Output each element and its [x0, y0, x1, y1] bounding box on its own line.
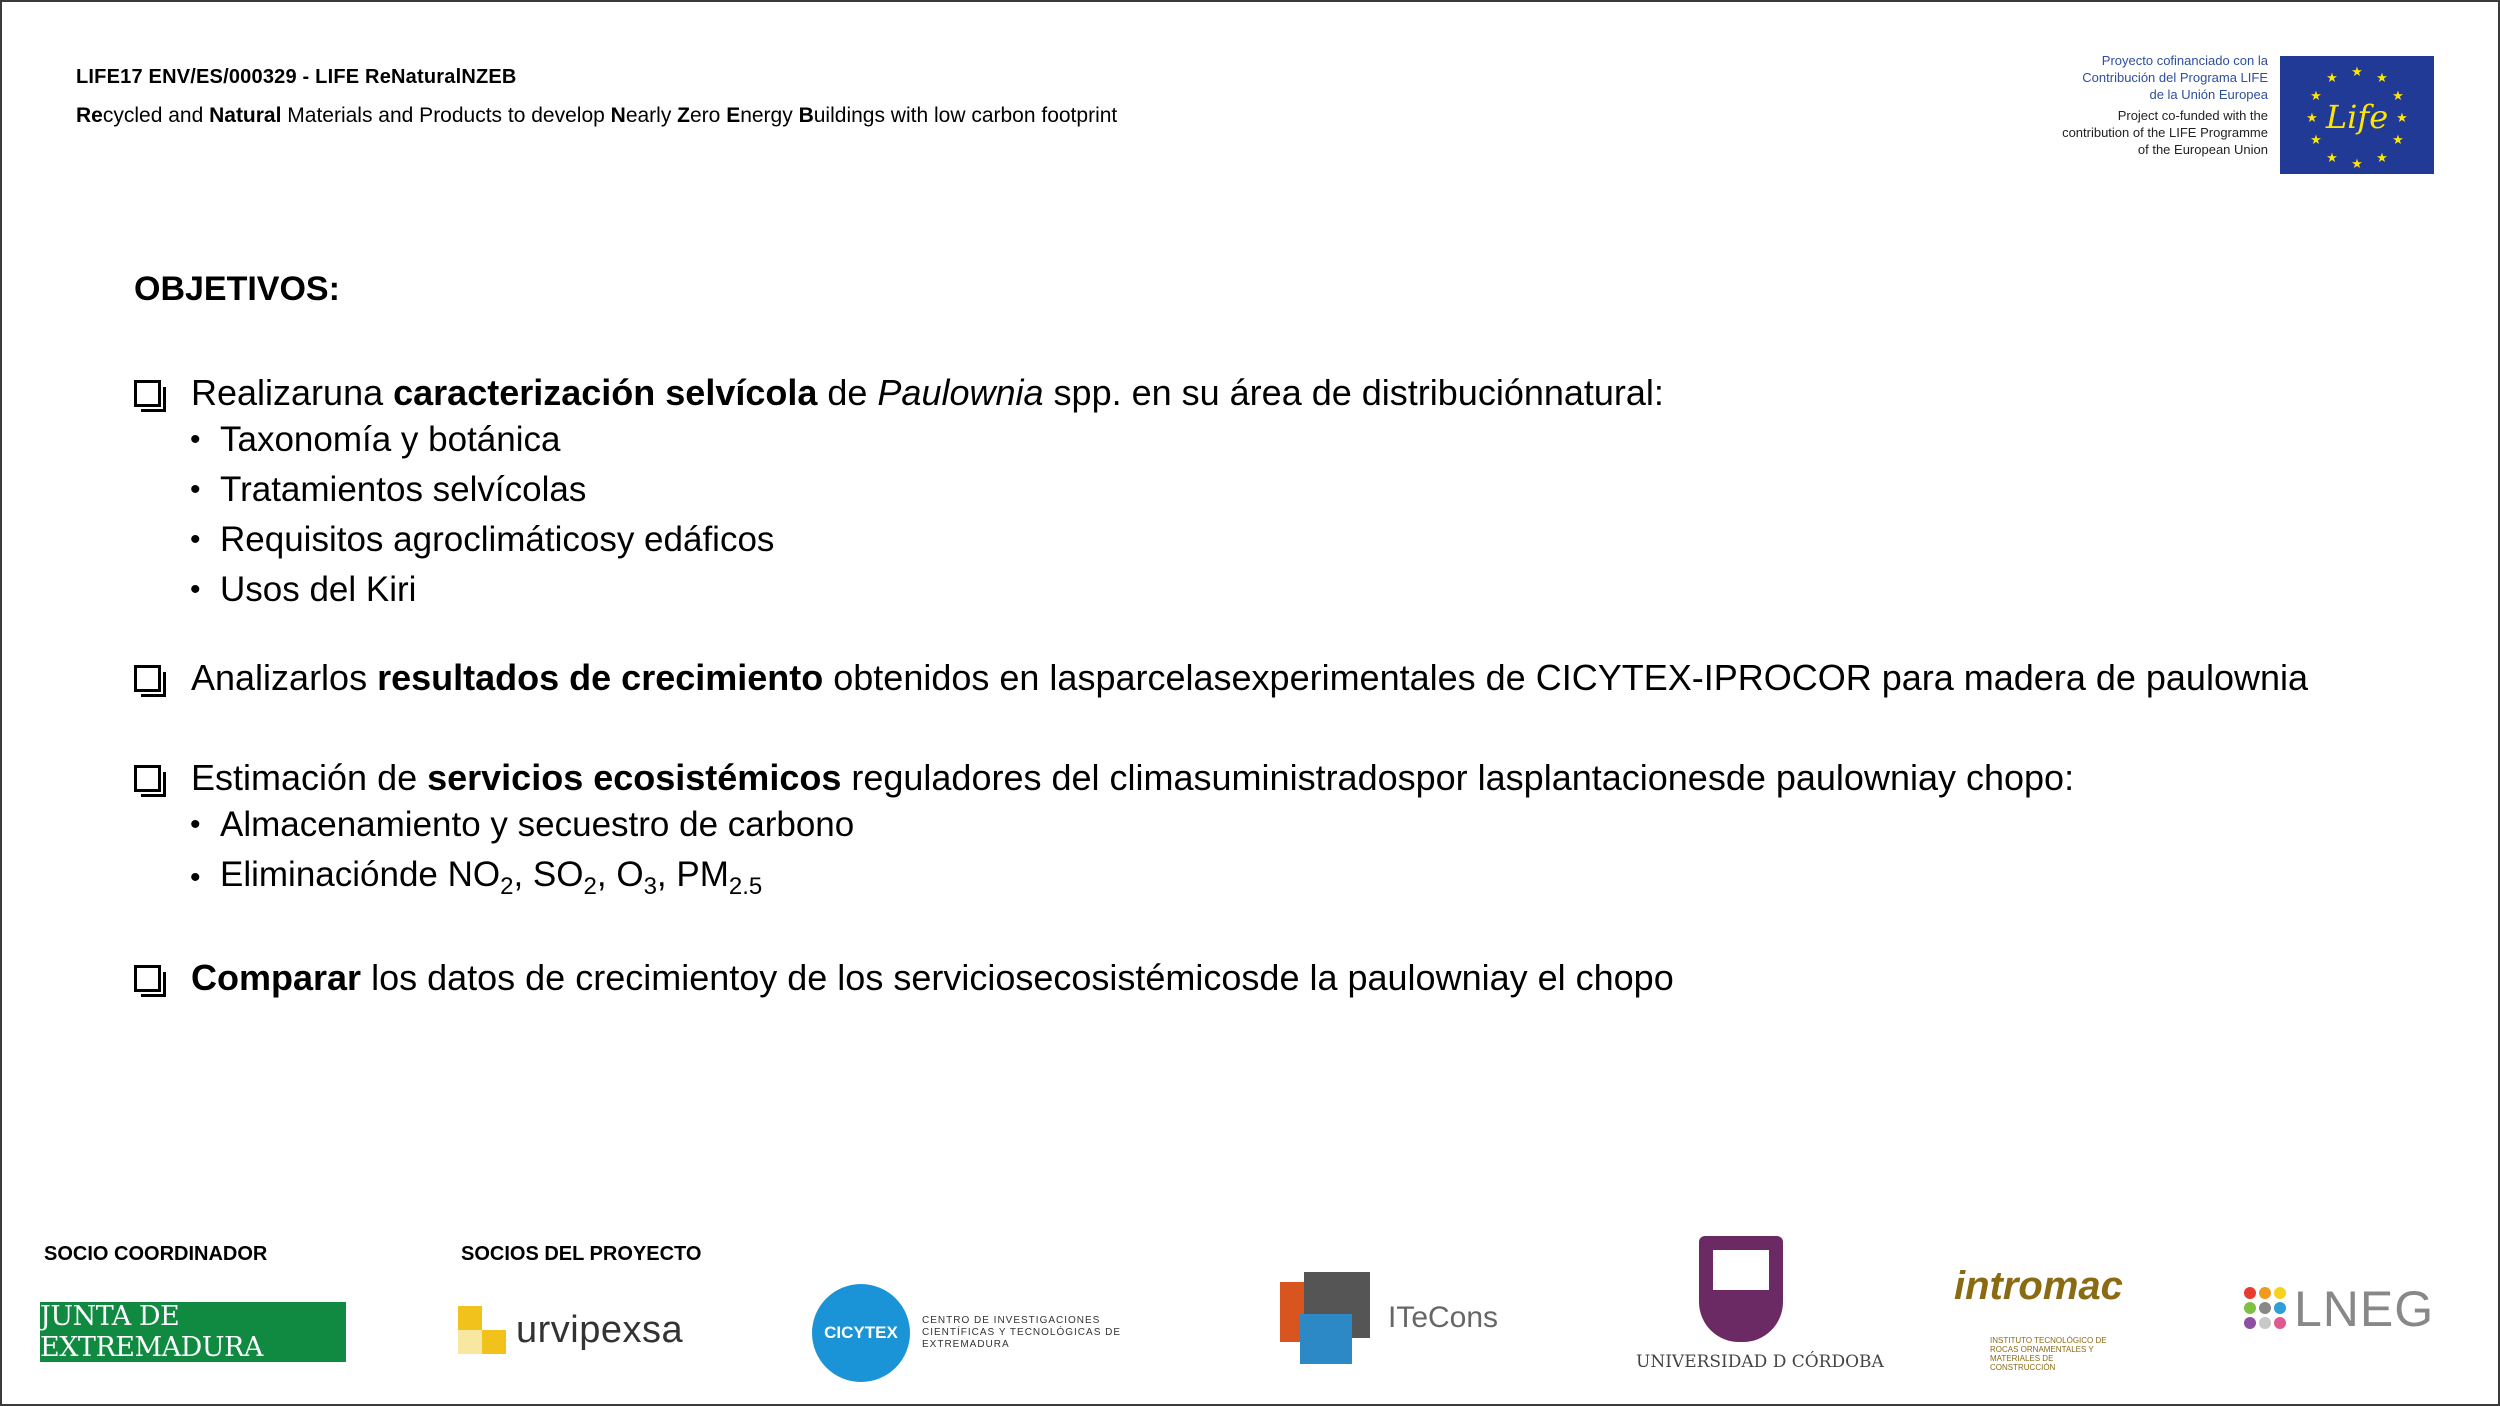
coordinator-label: SOCIO COORDINADOR — [44, 1243, 268, 1265]
checkbox-bullet-icon — [134, 380, 161, 407]
itecons-logo — [1280, 1272, 1498, 1364]
subitem-text: Eliminaciónde $NO_2$, $SO_2$, $O_3$, $PM_{2.5}$ — [220, 855, 763, 900]
subitem-1-4 — [190, 570, 416, 610]
subitem-1-3 — [190, 520, 774, 560]
intromac-logo — [1950, 1244, 2123, 1372]
uco-name: UNIVERSIDAD D CÓRDOBA — [1636, 1352, 1884, 1372]
svg-text:★: ★ — [2392, 132, 2404, 147]
lneg-dots-icon — [2244, 1287, 2288, 1331]
section-title: OBJETIVOS: — [134, 270, 340, 308]
subitem-text: Tratamientos selvícolas — [220, 470, 587, 509]
svg-text:★: ★ — [2396, 110, 2408, 125]
urvipexsa-logo — [458, 1305, 683, 1355]
objective-1-text: Realizaruna caracterización selvícola de Paulownia spp. en su área de distribuciónnatural: — [191, 372, 1664, 413]
checkbox-bullet-icon — [134, 965, 161, 992]
svg-text:★: ★ — [2392, 88, 2404, 103]
checkbox-bullet-icon — [134, 665, 161, 692]
eu-life-logo — [2280, 56, 2434, 174]
bullet-icon: • — [190, 808, 201, 841]
bullet-icon: • — [190, 523, 201, 556]
svg-text:★: ★ — [2376, 70, 2388, 85]
junta-extremadura-logo: JUNTA DE EXTREMADURA — [40, 1302, 346, 1362]
objective-2-text: Analizarlos resultados de crecimiento obtenidos en lasparcelasexperimentales de CICYTEX-IPROCOR para madera de paulownia — [191, 657, 2309, 698]
eu-funding-en: Project co-funded with the contribution of the LIFE Programme of the European Union — [2062, 108, 2268, 157]
lneg-logo — [2244, 1280, 2434, 1338]
subitem-text: Usos del Kiri — [220, 570, 417, 609]
uco-crest-icon — [1699, 1236, 1783, 1342]
cicytex-circle: CICYTEX — [812, 1284, 910, 1382]
objective-2 — [134, 657, 2308, 699]
subitem-text: Almacenamiento y secuestro de carbono — [220, 805, 855, 844]
subitem-text: Taxonomía y botánica — [220, 420, 561, 459]
bullet-icon: • — [190, 573, 201, 606]
objective-3 — [134, 757, 2074, 799]
objective-4 — [134, 957, 1674, 999]
eu-funding-text — [1988, 52, 2268, 158]
svg-text:★: ★ — [2351, 156, 2363, 171]
subitem-text: Requisitos agroclimáticosy edáficos — [220, 520, 775, 559]
intromac-name: intromac — [1954, 1264, 2123, 1308]
subitem-3-2 — [190, 855, 762, 901]
objective-1 — [134, 372, 1664, 414]
subitem-3-1 — [190, 805, 854, 845]
checkbox-bullet-icon — [134, 765, 161, 792]
svg-text:★: ★ — [2376, 150, 2388, 165]
subitem-1-1 — [190, 420, 560, 460]
svg-text:★: ★ — [2306, 110, 2318, 125]
svg-text:★: ★ — [2310, 88, 2322, 103]
bullet-icon: • — [190, 861, 201, 894]
subitem-1-2 — [190, 470, 586, 510]
urvipexsa-mark-icon — [458, 1306, 506, 1354]
objective-4-text: Comparar los datos de crecimientoy de los serviciosecosistémicosde la paulowniay el chopo — [191, 957, 1674, 998]
lneg-name: LNEG — [2294, 1281, 2435, 1337]
bullet-icon: • — [190, 473, 201, 506]
itecons-squares-icon — [1280, 1272, 1372, 1364]
universidad-cordoba-logo — [1636, 1236, 1884, 1372]
svg-text:★: ★ — [2351, 64, 2363, 79]
cicytex-logo — [812, 1284, 1122, 1382]
partners-label: SOCIOS DEL PROYECTO — [461, 1243, 702, 1265]
project-code: LIFE17 ENV/ES/000329 - LIFE ReNaturalNZEB — [76, 66, 517, 88]
intromac-subtitle: INSTITUTO TECNOLÓGICO DE ROCAS ORNAMENTALES Y MATERIALES DE CONSTRUCCIÓN — [1990, 1336, 2107, 1372]
objective-3-text: Estimación de servicios ecosistémicos reguladores del climasuministradospor lasplantacionesde paulowniay chopo: — [191, 757, 2075, 798]
bullet-icon: • — [190, 423, 201, 456]
project-subtitle: Recycled and Natural Materials and Products to develop Nearly Zero Energy Buildings with low carbon footprint — [76, 104, 1118, 127]
svg-text:★: ★ — [2310, 132, 2322, 147]
svg-text:★: ★ — [2326, 70, 2338, 85]
cicytex-subtitle: CENTRO DE INVESTIGACIONES CIENTÍFICAS Y TECNOLÓGICAS DE EXTREMADURA — [922, 1315, 1122, 1350]
eu-funding-es: Proyecto cofinanciado con la Contribución del Programa LIFE de la Unión Europea — [2082, 53, 2268, 102]
itecons-name: ITeCons — [1388, 1301, 1499, 1334]
svg-text:★: ★ — [2326, 150, 2338, 165]
life-logo-text: Life — [2325, 98, 2389, 136]
urvipexsa-name: urvipexsa — [516, 1308, 684, 1351]
